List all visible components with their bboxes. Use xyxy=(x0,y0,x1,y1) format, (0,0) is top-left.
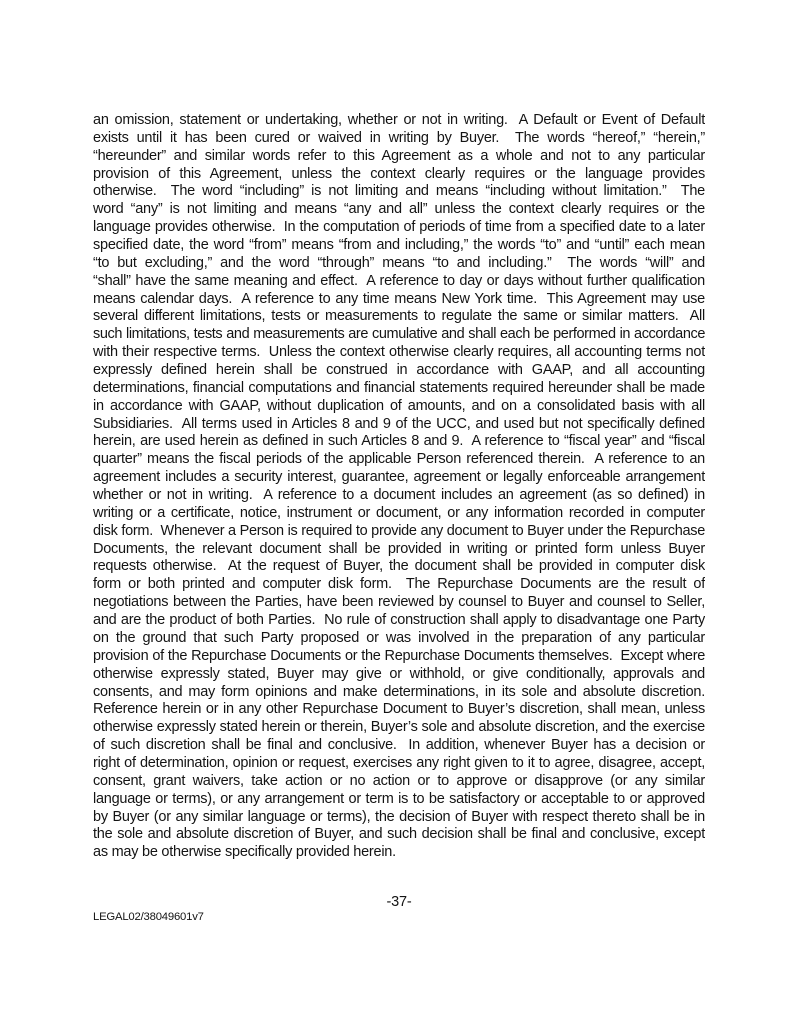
paragraph-line: right of determination, opinion or request, exercises any right given to it to agree, disagree, accept, xyxy=(93,754,705,771)
paragraph-line: such limitations, tests and measurements are cumulative and shall each be performed in accordance xyxy=(93,326,705,343)
paragraph-line: by Buyer (or any similar language or terms), the decision of Buyer with respect thereto shall be in xyxy=(93,808,705,825)
paragraph-line: otherwise expressly stated herein or therein, Buyer’s sole and absolute discretion, and the exercise xyxy=(93,719,705,736)
paragraph-line: form or both printed and computer disk form. The Repurchase Documents are the result of xyxy=(93,576,705,593)
paragraph-line: language or terms), or any arrangement or term is to be satisfactory or acceptable to or approved xyxy=(93,790,705,807)
paragraph-line: several different limitations, tests or measurements to regulate the same or similar matters. All xyxy=(93,308,705,325)
paragraph-line: an omission, statement or undertaking, whether or not in writing. A Default or Event of Default xyxy=(93,112,705,128)
paragraph-line: provision of this Agreement, unless the context clearly requires or the language provides xyxy=(93,165,705,182)
paragraph-line: negotiations between the Parties, have been reviewed by counsel to Buyer and counsel to Seller, xyxy=(93,594,705,611)
paragraph-line: with their respective terms. Unless the context otherwise clearly requires, all accounting terms not xyxy=(93,344,705,361)
paragraph-line: whether or not in writing. A reference to a document includes an agreement (as so defined) in xyxy=(93,487,705,504)
paragraph-line: “shall” have the same meaning and effect. A reference to day or days without further qualification xyxy=(93,272,705,289)
page-number: -37- xyxy=(386,894,412,910)
paragraph-line: means calendar days. A reference to any time means New York time. This Agreement may use xyxy=(93,290,705,307)
paragraph-line: herein, are used herein as defined in such Articles 8 and 9. A reference to “fiscal year” and “fiscal xyxy=(93,433,705,450)
paragraph-line: language provides otherwise. In the computation of periods of time from a specified date to a later xyxy=(93,219,705,236)
paragraph-line: otherwise expressly stated, Buyer may give or withhold, or give conditionally, approvals and xyxy=(93,665,705,682)
paragraph-line: specified date, the word “from” means “from and including,” the words “to” and “until” each mean xyxy=(93,237,705,254)
paragraph-line: writing or a certificate, notice, instrument or document, or any information recorded in computer xyxy=(93,504,705,521)
paragraph-line: consent, grant waivers, take action or no action or to approve or disapprove (or any similar xyxy=(93,772,705,789)
paragraph-line: disk form. Whenever a Person is required to provide any document to Buyer under the Repurchase xyxy=(93,522,705,539)
paragraph-line: exists until it has been cured or waived in writing by Buyer. The words “hereof,” “herein,” xyxy=(93,129,705,146)
paragraph-line: Documents, the relevant document shall be provided in writing or printed form unless Buyer xyxy=(93,540,705,557)
paragraph-line: on the ground that such Party proposed or was involved in the preparation of any particular xyxy=(93,629,705,646)
paragraph-line: agreement includes a security interest, guarantee, agreement or legally enforceable arrangement xyxy=(93,469,705,486)
paragraph-line: word “any” is not limiting and means “any and all” unless the context clearly requires or the xyxy=(93,201,705,218)
paragraph-line: “to but excluding,” and the word “through” means “to and including.” The words “will” and xyxy=(93,254,705,271)
paragraph-line: the sole and absolute discretion of Buyer, and such decision shall be final and conclusive, except xyxy=(93,826,705,843)
paragraph-line: Reference herein or in any other Repurchase Document to Buyer’s discretion, shall mean, unless xyxy=(93,701,705,718)
paragraph-line: “hereunder” and similar words refer to this Agreement as a whole and not to any particular xyxy=(93,147,705,164)
document-id-footer: LEGAL02/38049601v7 xyxy=(93,911,204,923)
paragraph-line: quarter” means the fiscal periods of the applicable Person referenced therein. A reference to an xyxy=(93,451,705,468)
paragraph-line: in accordance with GAAP, without duplication of amounts, and on a consolidated basis with all xyxy=(93,397,705,414)
paragraph-line: provision of the Repurchase Documents or the Repurchase Documents themselves. Except where xyxy=(93,647,705,664)
paragraph-line: consents, and may form opinions and make determinations, in its sole and absolute discretion. xyxy=(93,683,705,700)
paragraph-line: of such discretion shall be final and conclusive. In addition, whenever Buyer has a decision or xyxy=(93,737,705,754)
paragraph-line: determinations, financial computations and financial statements required hereunder shall be made xyxy=(93,379,705,396)
paragraph xyxy=(93,112,705,862)
paragraph-line: requests otherwise. At the request of Buyer, the document shall be provided in computer disk xyxy=(93,558,705,575)
paragraph-line: Subsidiaries. All terms used in Articles 8 and 9 of the UCC, and used but not specifically defined xyxy=(93,415,705,432)
paragraph-line: expressly defined herein shall be construed in accordance with GAAP, and all accounting xyxy=(93,362,705,379)
paragraph-line: otherwise. The word “including” is not limiting and means “including without limitation.” The xyxy=(93,183,705,200)
paragraph-line: and are the product of both Parties. No rule of construction shall apply to disadvantage one Party xyxy=(93,612,705,629)
paragraph-line: as may be otherwise specifically provided herein. xyxy=(93,844,396,861)
